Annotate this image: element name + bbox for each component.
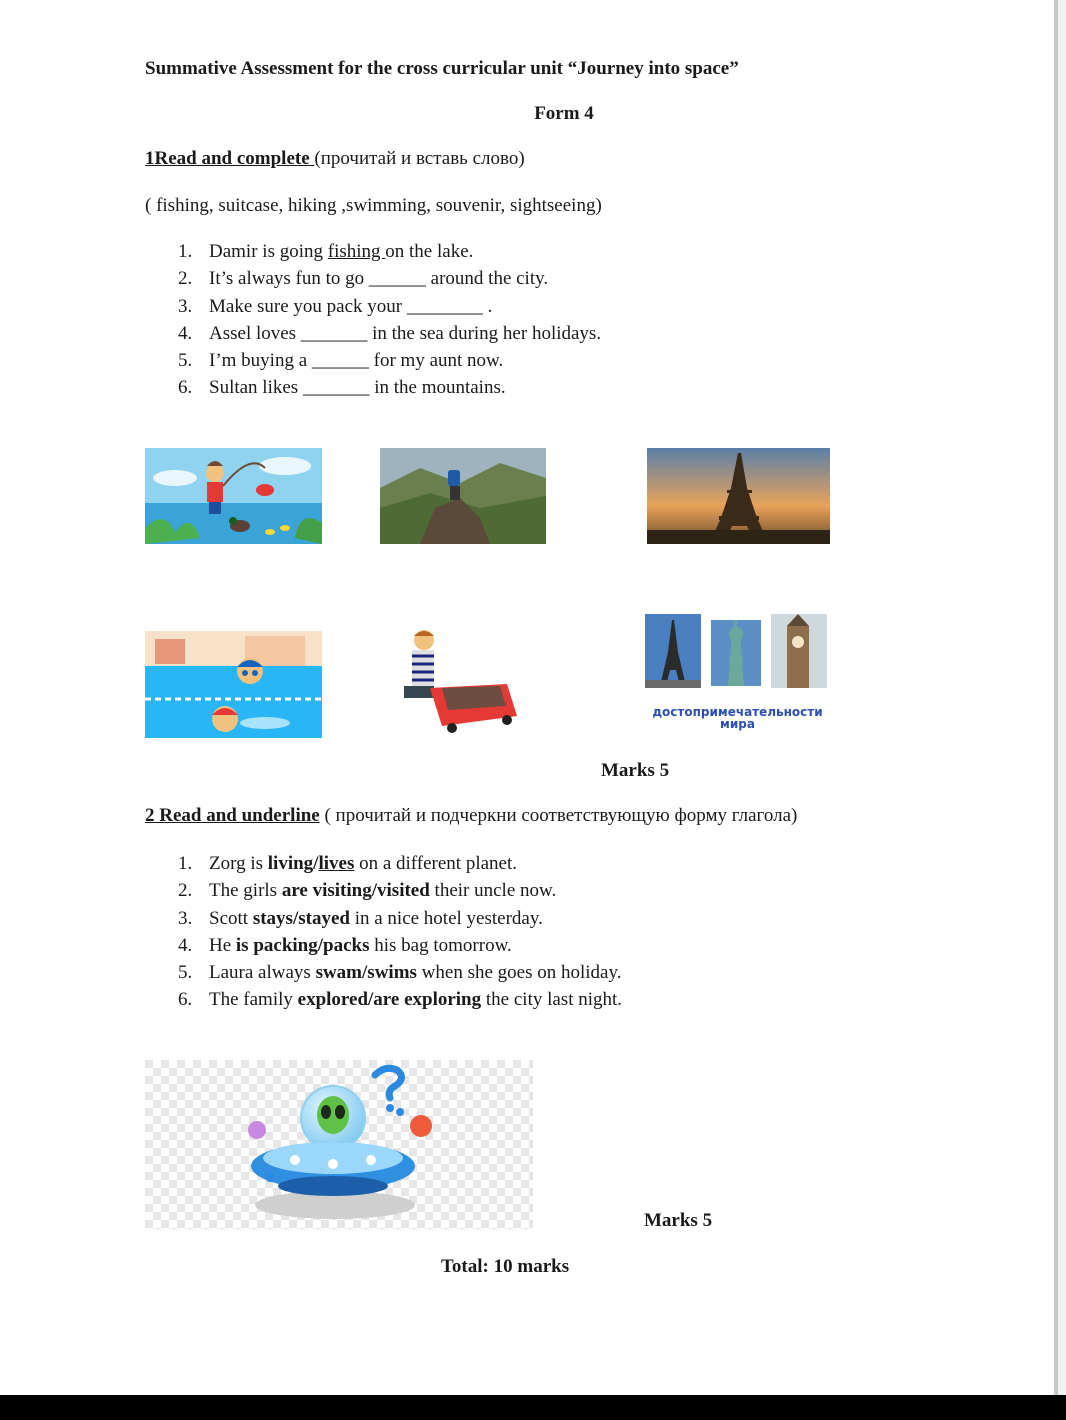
item-number: 2.	[178, 880, 193, 902]
hiking-picture	[380, 448, 546, 544]
item-text: on a different planet.	[354, 853, 518, 874]
item-number: 3.	[178, 295, 193, 317]
task2-subheading: ( прочитай и подчеркни соответствующую форму глагола)	[319, 805, 798, 826]
task1-list	[168, 238, 601, 402]
list-item	[168, 238, 601, 265]
slash: /	[362, 962, 368, 984]
item-text: his bag tomorrow.	[369, 934, 512, 956]
item-number: 1.	[178, 853, 193, 874]
task2-heading: 2 Read and underline	[145, 805, 320, 826]
item-text: Damir is going	[209, 241, 328, 262]
task1-heading-line	[145, 148, 525, 170]
page-shadow	[1058, 0, 1066, 1395]
slash: /	[292, 907, 299, 929]
item-text: Scott	[209, 907, 253, 929]
list-item	[168, 905, 622, 932]
item-number: 4.	[178, 322, 193, 344]
verb-option[interactable]: is packing	[235, 934, 318, 956]
verb-option[interactable]: swam	[315, 962, 363, 984]
item-text: around the city.	[425, 268, 549, 290]
item-number: 6.	[178, 377, 193, 399]
item-text: when she goes on holiday.	[416, 962, 622, 984]
item-text: in the sea during her holidays.	[367, 322, 602, 344]
item-text: He	[209, 934, 236, 956]
task2-heading-line	[145, 805, 797, 827]
item-text: The girls	[209, 880, 282, 902]
list-item	[168, 293, 601, 320]
item-text: Assel loves	[209, 322, 301, 344]
item-text: on the lake.	[385, 241, 474, 262]
item-number: 5.	[178, 962, 193, 984]
item-number: 1.	[178, 241, 193, 262]
blank-line[interactable]: ______	[311, 350, 369, 372]
verb-option[interactable]: visited	[377, 880, 430, 902]
item-text: the city last night.	[481, 989, 623, 1011]
list-item	[168, 959, 622, 986]
item-number: 2.	[178, 268, 193, 290]
item-text: their uncle now.	[429, 880, 557, 902]
item-number: 5.	[178, 350, 193, 372]
verb-option[interactable]: are exploring	[373, 989, 482, 1011]
eiffel-tower-picture	[647, 448, 830, 544]
total-marks: Total: 10 marks	[441, 1256, 570, 1277]
item-number: 4.	[178, 934, 193, 956]
bottom-bar	[0, 1395, 1066, 1420]
blank-line[interactable]: ________	[406, 295, 483, 317]
list-item	[168, 320, 601, 347]
word-bank: ( fishing, suitcase, hiking ,swimming, souvenir, sightseeing)	[145, 195, 602, 216]
verb-option[interactable]: swims	[367, 962, 417, 984]
item-text: I’m buying a	[209, 350, 312, 372]
task1-marks: Marks 5	[601, 760, 670, 781]
swimming-picture	[145, 631, 322, 738]
sights-caption-2: мира	[720, 717, 755, 731]
item-text: Sultan likes	[209, 377, 303, 399]
list-item	[168, 932, 622, 959]
verb-option[interactable]: packs	[323, 934, 370, 956]
item-text: The family	[209, 989, 298, 1011]
verb-option[interactable]: stays	[252, 907, 293, 929]
slash: /	[313, 853, 319, 874]
example-answer: fishing	[327, 241, 386, 262]
list-item	[168, 850, 622, 877]
item-number: 6.	[178, 989, 193, 1011]
item-text: for my aunt now.	[368, 350, 504, 372]
list-item	[168, 374, 601, 401]
item-text: Zorg is	[209, 853, 268, 874]
slash: /	[317, 934, 324, 956]
task1-subheading: (прочитай и вставь слово)	[314, 148, 525, 169]
item-number: 3.	[178, 907, 193, 929]
sights-caption: достопримечательности	[652, 705, 823, 719]
list-item	[168, 347, 601, 374]
form-label: Form 4	[534, 103, 594, 124]
blank-line[interactable]: _______	[300, 322, 368, 344]
item-text: in a nice hotel yesterday.	[349, 907, 543, 929]
list-item	[168, 877, 622, 904]
verb-option[interactable]: living	[267, 853, 314, 874]
suitcase-picture	[382, 626, 524, 738]
verb-option[interactable]: explored	[297, 989, 369, 1011]
item-text: Make sure you pack your	[209, 295, 407, 317]
fishing-picture	[145, 448, 322, 544]
page-title: Summative Assessment for the cross curricular unit “Journey into space”	[145, 58, 739, 79]
task2-list	[168, 850, 622, 1014]
task1-heading: 1Read and complete	[145, 148, 315, 169]
item-text: Laura always	[209, 962, 316, 984]
item-text: .	[482, 295, 493, 317]
item-text: It’s always fun to go	[209, 268, 369, 290]
verb-option[interactable]: are visiting	[281, 880, 372, 902]
verb-option-underlined[interactable]: lives	[318, 853, 355, 874]
blank-line[interactable]: _______	[302, 377, 370, 399]
world-sights-picture	[640, 612, 835, 738]
alien-ufo-picture	[145, 1060, 533, 1229]
blank-line[interactable]: ______	[368, 268, 426, 290]
list-item	[168, 265, 601, 292]
slash: /	[368, 989, 374, 1011]
slash: /	[371, 880, 378, 902]
task2-marks: Marks 5	[644, 1210, 713, 1231]
verb-option[interactable]: stayed	[298, 907, 350, 929]
item-text: in the mountains.	[369, 377, 506, 399]
list-item	[168, 986, 622, 1013]
